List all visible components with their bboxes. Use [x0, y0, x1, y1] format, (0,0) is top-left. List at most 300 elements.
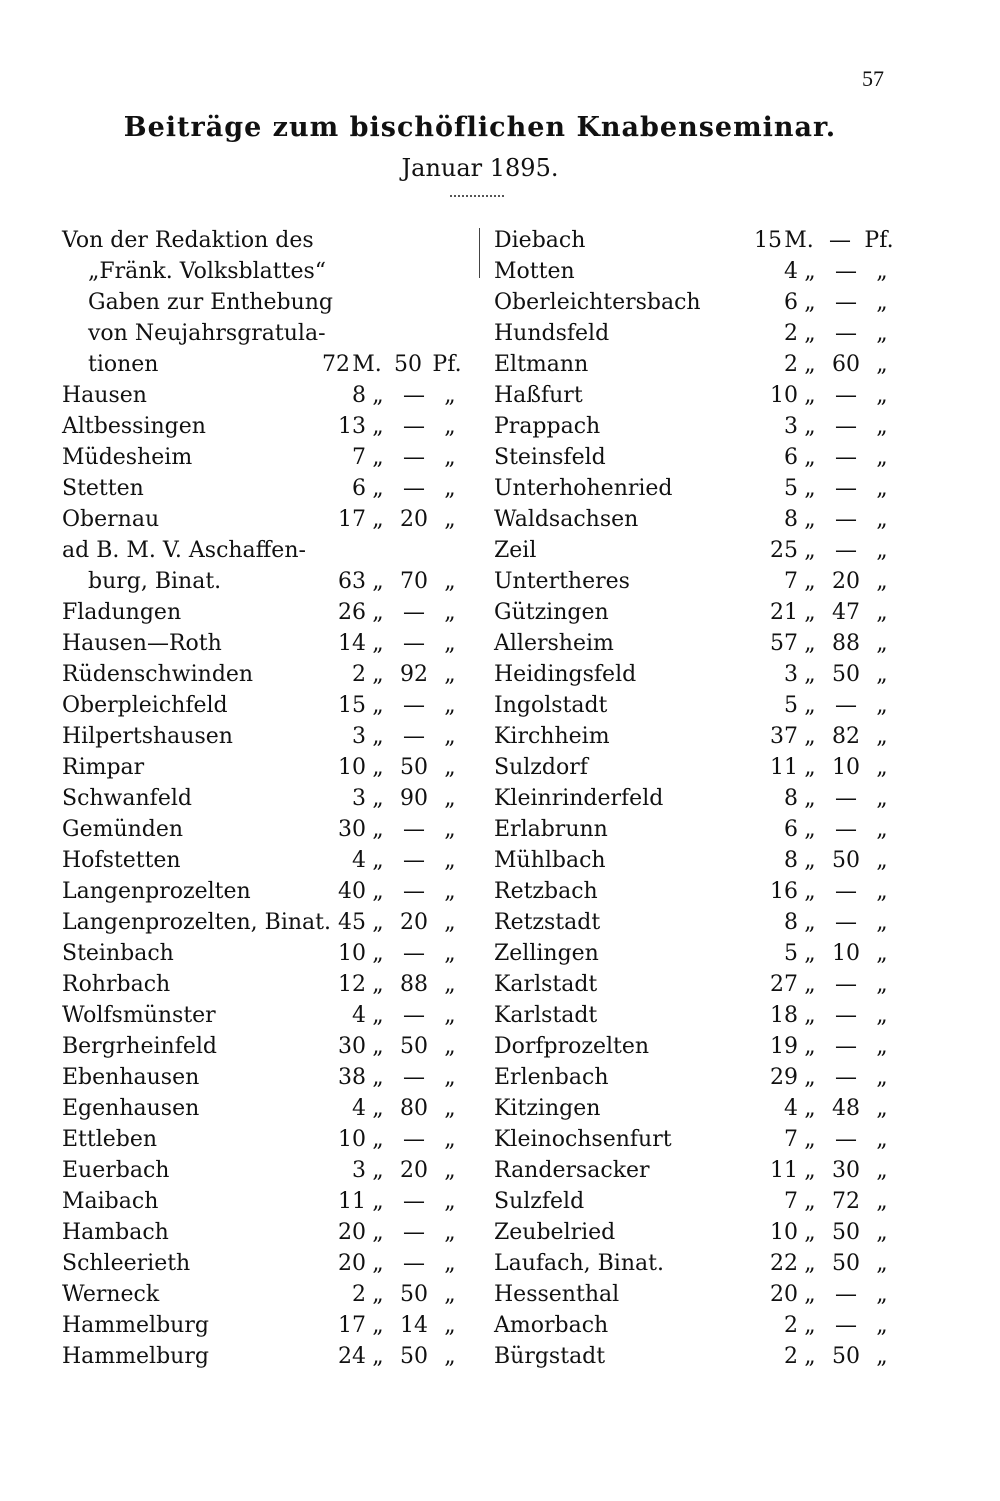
mark-unit: M. — [352, 352, 382, 377]
place-name: Karlstadt — [494, 1003, 598, 1028]
ditto-mark: „ — [444, 1034, 456, 1059]
donation-amount — [318, 938, 462, 969]
ditto-mark: „ — [876, 1251, 888, 1276]
pfennig-value: 50 — [394, 352, 422, 377]
mark-value: 26 — [338, 600, 366, 625]
donation-amount — [318, 1279, 462, 1310]
donation-amount — [318, 1124, 462, 1155]
right-donation-column — [494, 225, 894, 1372]
ditto-mark: „ — [876, 786, 888, 811]
mark-value: 8 — [784, 507, 798, 532]
mark-value: 5 — [784, 476, 798, 501]
pfennig-value: — — [835, 786, 857, 811]
place-name: Zeil — [494, 538, 537, 563]
pfennig-value: 14 — [400, 1313, 428, 1338]
mark-value: 6 — [784, 290, 798, 315]
place-name: Hammelburg — [62, 1344, 209, 1369]
donation-row — [494, 1155, 894, 1186]
donation-amount — [318, 1093, 462, 1124]
ditto-mark: „ — [444, 1003, 456, 1028]
pfennig-value: — — [403, 1127, 425, 1152]
donation-amount — [318, 690, 462, 721]
pfennig-value: 30 — [832, 1158, 860, 1183]
ditto-mark: „ — [444, 910, 456, 935]
donation-amount — [750, 287, 894, 318]
donation-amount — [318, 721, 462, 752]
ditto-mark: „ — [444, 414, 456, 439]
ditto-mark: „ — [804, 941, 816, 966]
pfennig-value: 50 — [400, 1344, 428, 1369]
place-name: Ettleben — [62, 1127, 158, 1152]
mark-value: 7 — [784, 1189, 798, 1214]
donation-row — [62, 690, 462, 721]
pfennig-value: — — [403, 476, 425, 501]
donation-amount — [750, 1155, 894, 1186]
mark-value: 40 — [338, 879, 366, 904]
place-name: Werneck — [62, 1282, 160, 1307]
donation-amount — [318, 659, 462, 690]
place-name: Retzbach — [494, 879, 598, 904]
donation-row — [494, 256, 894, 287]
ditto-mark: „ — [444, 1220, 456, 1245]
donation-amount — [318, 1217, 462, 1248]
pfennig-value: 50 — [832, 1344, 860, 1369]
donation-row — [494, 566, 894, 597]
mark-value: 7 — [784, 1127, 798, 1152]
place-name: Eltmann — [494, 352, 589, 377]
ditto-mark: „ — [804, 600, 816, 625]
pfennig-value: — — [835, 259, 857, 284]
ditto-mark: „ — [804, 848, 816, 873]
mark-value: 10 — [770, 383, 798, 408]
ditto-mark: „ — [804, 1313, 816, 1338]
donation-amount — [750, 659, 894, 690]
donation-amount — [750, 1248, 894, 1279]
donation-row — [494, 938, 894, 969]
place-name: Kleinochsenfurt — [494, 1127, 672, 1152]
mark-value: 17 — [338, 507, 366, 532]
place-name: Erlabrunn — [494, 817, 608, 842]
place-name: Rimpar — [62, 755, 145, 780]
mark-value: 10 — [338, 1127, 366, 1152]
place-name: Wolfsmünster — [62, 1003, 216, 1028]
pfennig-value: — — [403, 879, 425, 904]
donation-amount — [750, 411, 894, 442]
place-name: Bürgstadt — [494, 1344, 606, 1369]
column-divider — [479, 228, 480, 278]
ditto-mark: „ — [876, 631, 888, 656]
ditto-mark: „ — [372, 724, 384, 749]
donation-row — [494, 287, 894, 318]
mark-value: 5 — [784, 693, 798, 718]
pfennig-value: — — [403, 1189, 425, 1214]
donation-row — [494, 597, 894, 628]
mark-value: 11 — [770, 755, 798, 780]
donation-amount — [318, 566, 462, 597]
donation-row — [494, 1000, 894, 1031]
donation-row — [494, 907, 894, 938]
mark-value: 12 — [338, 972, 366, 997]
pfennig-value: — — [403, 817, 425, 842]
ditto-mark: „ — [804, 445, 816, 470]
ditto-mark: „ — [804, 259, 816, 284]
ditto-mark: „ — [876, 1034, 888, 1059]
donation-amount — [318, 1341, 462, 1372]
donation-row — [494, 473, 894, 504]
mark-value: 20 — [770, 1282, 798, 1307]
mark-value: 8 — [784, 786, 798, 811]
place-name: Erlenbach — [494, 1065, 609, 1090]
donation-amount — [318, 628, 462, 659]
pfennig-value: — — [835, 817, 857, 842]
pfennig-value: 50 — [832, 1220, 860, 1245]
ditto-mark: „ — [876, 538, 888, 563]
pfennig-value: — — [835, 414, 857, 439]
ditto-mark: „ — [372, 1096, 384, 1121]
donation-row — [494, 1341, 894, 1372]
mark-value: 7 — [352, 445, 366, 470]
donation-row — [62, 504, 462, 535]
ditto-mark: „ — [804, 786, 816, 811]
donation-row — [494, 535, 894, 566]
ditto-mark: „ — [876, 1220, 888, 1245]
ditto-mark: „ — [444, 1344, 456, 1369]
ditto-mark: „ — [876, 1282, 888, 1307]
pfennig-value: — — [835, 1065, 857, 1090]
donation-amount — [318, 1248, 462, 1279]
donation-amount — [750, 628, 894, 659]
place-name: Waldsachsen — [494, 507, 639, 532]
place-name: ad B. M. V. Aschaffen- — [62, 538, 306, 563]
pfennig-value: — — [403, 1220, 425, 1245]
ditto-mark: „ — [876, 1313, 888, 1338]
donation-amount — [318, 907, 462, 938]
donation-row — [62, 752, 462, 783]
place-name: Bergrheinfeld — [62, 1034, 217, 1059]
donation-row — [62, 628, 462, 659]
pfennig-value: — — [835, 972, 857, 997]
place-name: Hausen—Roth — [62, 631, 222, 656]
ditto-mark: „ — [876, 1003, 888, 1028]
pfennig-value: 48 — [832, 1096, 860, 1121]
place-name: Oberpleichfeld — [62, 693, 228, 718]
mark-value: 3 — [784, 414, 798, 439]
ditto-mark: „ — [876, 724, 888, 749]
donation-row — [62, 597, 462, 628]
pfennig-value: 88 — [832, 631, 860, 656]
donation-row — [494, 721, 894, 752]
mark-value: 4 — [352, 1003, 366, 1028]
donation-amount — [318, 1155, 462, 1186]
ditto-mark: „ — [804, 1096, 816, 1121]
ditto-mark: „ — [372, 1034, 384, 1059]
ditto-mark: „ — [876, 693, 888, 718]
ditto-mark: „ — [372, 1158, 384, 1183]
page-subtitle: Januar 1895. — [401, 154, 559, 182]
donation-amount — [734, 225, 894, 256]
place-name: Hammelburg — [62, 1313, 209, 1338]
pfennig-value: — — [835, 507, 857, 532]
ditto-mark: „ — [372, 569, 384, 594]
place-name: Rohrbach — [62, 972, 171, 997]
place-name: tionen — [88, 352, 159, 377]
ditto-mark: „ — [372, 1220, 384, 1245]
ditto-mark: „ — [804, 1158, 816, 1183]
donation-row — [62, 1310, 462, 1341]
ditto-mark: „ — [876, 1344, 888, 1369]
donation-amount — [750, 1062, 894, 1093]
pfennig-unit: Pf. — [432, 352, 462, 377]
pfennig-value: — — [835, 538, 857, 563]
place-name: Randersacker — [494, 1158, 650, 1183]
pfennig-value: — — [403, 445, 425, 470]
pfennig-value: 50 — [832, 848, 860, 873]
place-name: Karlstadt — [494, 972, 598, 997]
place-name: Fladungen — [62, 600, 182, 625]
place-name: Langenprozelten, Binat. — [62, 910, 331, 935]
donation-amount — [750, 380, 894, 411]
pfennig-value: 50 — [832, 1251, 860, 1276]
mark-value: 10 — [770, 1220, 798, 1245]
donation-row — [62, 1279, 462, 1310]
place-name: Allersheim — [494, 631, 614, 656]
donation-amount — [750, 690, 894, 721]
ditto-mark: „ — [876, 445, 888, 470]
donation-row — [62, 1000, 462, 1031]
left-donation-column — [62, 225, 462, 1372]
page-title: Beiträge zum bischöflichen Knabenseminar. — [123, 112, 837, 143]
ditto-mark: „ — [876, 755, 888, 780]
ditto-mark: „ — [444, 1065, 456, 1090]
mark-value: 45 — [338, 910, 366, 935]
donation-amount — [750, 1217, 894, 1248]
donation-row — [62, 1248, 462, 1279]
donation-row — [62, 1093, 462, 1124]
place-name: Schleerieth — [62, 1251, 191, 1276]
ditto-mark: „ — [444, 1158, 456, 1183]
donation-amount — [750, 907, 894, 938]
donation-row — [494, 1062, 894, 1093]
mark-value: 27 — [770, 972, 798, 997]
mark-value: 20 — [338, 1220, 366, 1245]
ditto-mark: „ — [804, 693, 816, 718]
ditto-mark: „ — [372, 1251, 384, 1276]
pfennig-value: — — [835, 1282, 857, 1307]
mark-value: 16 — [770, 879, 798, 904]
mark-value: 11 — [770, 1158, 798, 1183]
place-name: Kitzingen — [494, 1096, 601, 1121]
mark-value: 2 — [352, 662, 366, 687]
ditto-mark: „ — [804, 972, 816, 997]
ditto-mark: „ — [876, 476, 888, 501]
mark-value: 15 — [754, 228, 782, 253]
ditto-mark: „ — [804, 1189, 816, 1214]
donation-row — [494, 814, 894, 845]
donation-row — [494, 349, 894, 380]
place-name: Haßfurt — [494, 383, 583, 408]
ditto-mark: „ — [876, 414, 888, 439]
place-name: Motten — [494, 259, 575, 284]
donation-row — [62, 1031, 462, 1062]
donation-amount — [318, 1031, 462, 1062]
ditto-mark: „ — [804, 1003, 816, 1028]
ditto-mark: „ — [804, 414, 816, 439]
place-name: Steinsfeld — [494, 445, 606, 470]
place-name: Langenprozelten — [62, 879, 251, 904]
ditto-mark: „ — [804, 817, 816, 842]
donation-row — [62, 1341, 462, 1372]
mark-value: 57 — [770, 631, 798, 656]
ditto-mark: „ — [804, 352, 816, 377]
ditto-mark: „ — [876, 817, 888, 842]
donation-row — [494, 1186, 894, 1217]
ditto-mark: „ — [804, 1034, 816, 1059]
ditto-mark: „ — [372, 693, 384, 718]
ditto-mark: „ — [444, 848, 456, 873]
ditto-mark: „ — [444, 724, 456, 749]
ditto-mark: „ — [372, 755, 384, 780]
ditto-mark: „ — [444, 693, 456, 718]
ditto-mark: „ — [804, 910, 816, 935]
pfennig-value: — — [403, 383, 425, 408]
pfennig-value: 10 — [832, 941, 860, 966]
pfennig-value: 20 — [400, 507, 428, 532]
mark-value: 2 — [784, 1313, 798, 1338]
donation-amount — [750, 504, 894, 535]
pfennig-value: 50 — [400, 1282, 428, 1307]
pfennig-value: 88 — [400, 972, 428, 997]
mark-value: 4 — [352, 848, 366, 873]
pfennig-value: — — [835, 445, 857, 470]
pfennig-value: — — [403, 848, 425, 873]
donation-amount — [750, 1279, 894, 1310]
pfennig-unit: Pf. — [864, 228, 894, 253]
mark-value: 30 — [338, 817, 366, 842]
place-name: Retzstadt — [494, 910, 601, 935]
ditto-mark: „ — [372, 1127, 384, 1152]
mark-value: 10 — [338, 755, 366, 780]
pfennig-value: — — [835, 879, 857, 904]
donation-row — [494, 876, 894, 907]
ditto-mark: „ — [876, 879, 888, 904]
donation-amount — [750, 597, 894, 628]
donation-row — [494, 1310, 894, 1341]
donation-amount — [318, 1062, 462, 1093]
ditto-mark: „ — [876, 1096, 888, 1121]
place-name: Euerbach — [62, 1158, 170, 1183]
pfennig-value: — — [835, 1313, 857, 1338]
mark-value: 4 — [784, 259, 798, 284]
pfennig-value: — — [835, 290, 857, 315]
mark-value: 3 — [784, 662, 798, 687]
donation-amount — [318, 473, 462, 504]
mark-value: 17 — [338, 1313, 366, 1338]
ditto-mark: „ — [372, 1344, 384, 1369]
ditto-mark: „ — [876, 662, 888, 687]
place-name: Maibach — [62, 1189, 159, 1214]
donation-amount — [750, 1341, 894, 1372]
place-name: Egenhausen — [62, 1096, 200, 1121]
donation-amount — [750, 1186, 894, 1217]
donation-amount — [318, 814, 462, 845]
donation-row — [62, 1217, 462, 1248]
pfennig-value: — — [403, 1065, 425, 1090]
place-name: Hambach — [62, 1220, 169, 1245]
pfennig-value: 20 — [400, 1158, 428, 1183]
ditto-mark: „ — [804, 290, 816, 315]
mark-value: 8 — [352, 383, 366, 408]
pfennig-value: 20 — [832, 569, 860, 594]
donation-amount — [750, 969, 894, 1000]
mark-value: 13 — [338, 414, 366, 439]
donation-row — [62, 1062, 462, 1093]
donation-amount — [750, 1310, 894, 1341]
pfennig-value: 50 — [832, 662, 860, 687]
place-name: Dorfprozelten — [494, 1034, 650, 1059]
ditto-mark: „ — [372, 972, 384, 997]
donation-amount — [750, 256, 894, 287]
donation-row — [62, 876, 462, 907]
ditto-mark: „ — [804, 631, 816, 656]
ditto-mark: „ — [444, 1313, 456, 1338]
pfennig-value: — — [835, 693, 857, 718]
place-name: Stetten — [62, 476, 144, 501]
donation-row — [494, 504, 894, 535]
donation-amount — [318, 783, 462, 814]
ditto-mark: „ — [804, 1065, 816, 1090]
ditto-mark: „ — [372, 879, 384, 904]
donation-amount — [750, 473, 894, 504]
mark-value: 8 — [784, 848, 798, 873]
mark-value: 6 — [784, 817, 798, 842]
pfennig-value: 90 — [400, 786, 428, 811]
donation-amount — [302, 349, 462, 380]
mark-value: 5 — [784, 941, 798, 966]
donation-row — [494, 1217, 894, 1248]
donation-row — [494, 1031, 894, 1062]
place-name: Rüdenschwinden — [62, 662, 254, 687]
donation-amount — [318, 969, 462, 1000]
ditto-mark: „ — [444, 786, 456, 811]
pfennig-value: — — [403, 600, 425, 625]
donation-row — [494, 1124, 894, 1155]
donation-row — [494, 1248, 894, 1279]
donation-row — [494, 969, 894, 1000]
mark-value: 37 — [770, 724, 798, 749]
ditto-mark: „ — [444, 1096, 456, 1121]
ditto-mark: „ — [804, 1127, 816, 1152]
mark-value: 63 — [338, 569, 366, 594]
place-name: Müdesheim — [62, 445, 193, 470]
place-name: Untertheres — [494, 569, 630, 594]
pfennig-value: — — [835, 1034, 857, 1059]
place-name: Hilpertshausen — [62, 724, 233, 749]
donation-amount — [750, 814, 894, 845]
donation-row — [494, 1279, 894, 1310]
ditto-mark: „ — [444, 476, 456, 501]
ditto-mark: „ — [444, 1189, 456, 1214]
ditto-mark: „ — [372, 786, 384, 811]
pfennig-value: — — [403, 1003, 425, 1028]
ditto-mark: „ — [444, 1282, 456, 1307]
pfennig-value: — — [403, 693, 425, 718]
donation-amount — [318, 1186, 462, 1217]
donation-amount — [318, 442, 462, 473]
donation-row — [494, 225, 894, 256]
ditto-mark: „ — [444, 662, 456, 687]
place-name: Kleinrinderfeld — [494, 786, 664, 811]
mark-value: 19 — [770, 1034, 798, 1059]
